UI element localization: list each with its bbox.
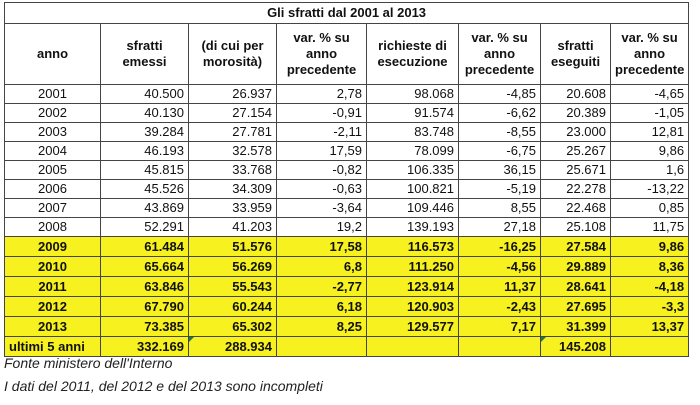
value-cell: 20.389 [541, 104, 611, 123]
header-cell: var. % su anno precedente [459, 24, 541, 85]
value-cell: -4,65 [611, 85, 689, 104]
value-cell: 46.193 [101, 142, 189, 161]
value-cell: 25.671 [541, 161, 611, 180]
value-cell: 27.781 [189, 123, 277, 142]
value-cell: 19,2 [277, 218, 367, 237]
value-cell: 9,86 [611, 142, 689, 161]
value-cell: 98.068 [367, 85, 459, 104]
value-cell: 11,37 [459, 277, 541, 297]
value-cell: 22.278 [541, 180, 611, 199]
table-row [5, 317, 689, 337]
year-cell: 2001 [5, 85, 101, 104]
value-cell: 39.284 [101, 123, 189, 142]
value-cell: 27.695 [541, 297, 611, 317]
value-cell: 139.193 [367, 218, 459, 237]
total-cell [459, 337, 541, 357]
value-cell: -0,82 [277, 161, 367, 180]
value-cell: -1,05 [611, 104, 689, 123]
value-cell: 40.500 [101, 85, 189, 104]
value-cell: 65.664 [101, 257, 189, 277]
year-cell: 2005 [5, 161, 101, 180]
table-row [5, 180, 689, 199]
value-cell: 56.269 [189, 257, 277, 277]
value-cell: 36,15 [459, 161, 541, 180]
total-cell: 288.934 [189, 337, 277, 357]
year-cell: 2003 [5, 123, 101, 142]
incomplete-data-note: I dati del 2011, del 2012 e del 2013 sono incompleti [4, 378, 323, 394]
value-cell: 83.748 [367, 123, 459, 142]
value-cell: 33.768 [189, 161, 277, 180]
value-cell: 123.914 [367, 277, 459, 297]
value-cell: 34.309 [189, 180, 277, 199]
year-cell: 2002 [5, 104, 101, 123]
value-cell: 2,78 [277, 85, 367, 104]
year-cell: 2006 [5, 180, 101, 199]
year-cell: 2009 [5, 237, 101, 257]
value-cell: 40.130 [101, 104, 189, 123]
year-cell: 2008 [5, 218, 101, 237]
value-cell: 63.846 [101, 277, 189, 297]
value-cell: -0,63 [277, 180, 367, 199]
value-cell: 51.576 [189, 237, 277, 257]
value-cell: 22.468 [541, 199, 611, 218]
value-cell: 27,18 [459, 218, 541, 237]
value-cell: -4,85 [459, 85, 541, 104]
header-cell: var. % su anno precedente [611, 24, 689, 85]
value-cell: 9,86 [611, 237, 689, 257]
value-cell: 120.903 [367, 297, 459, 317]
table-row [5, 277, 689, 297]
header-cell: richieste di esecuzione [367, 24, 459, 85]
value-cell: -16,25 [459, 237, 541, 257]
value-cell: 27.154 [189, 104, 277, 123]
value-cell: 17,59 [277, 142, 367, 161]
value-cell: 45.815 [101, 161, 189, 180]
value-cell: 1,6 [611, 161, 689, 180]
total-label: ultimi 5 anni [5, 337, 101, 357]
value-cell: -5,19 [459, 180, 541, 199]
table-title: Gli sfratti dal 2001 al 2013 [5, 3, 689, 24]
value-cell: 25.267 [541, 142, 611, 161]
value-cell: 6,18 [277, 297, 367, 317]
value-cell: 28.641 [541, 277, 611, 297]
value-cell: -3,64 [277, 199, 367, 218]
value-cell: 13,37 [611, 317, 689, 337]
evictions-table [4, 2, 689, 357]
value-cell: 65.302 [189, 317, 277, 337]
total-cell: 332.169 [101, 337, 189, 357]
value-cell: -2,11 [277, 123, 367, 142]
value-cell: 8,25 [277, 317, 367, 337]
total-cell: 145.208 [541, 337, 611, 357]
value-cell: -6,62 [459, 104, 541, 123]
header-row [5, 24, 689, 85]
footnotes [4, 352, 323, 398]
value-cell: 33.959 [189, 199, 277, 218]
value-cell: 12,81 [611, 123, 689, 142]
value-cell: 91.574 [367, 104, 459, 123]
year-cell: 2013 [5, 317, 101, 337]
value-cell: 26.937 [189, 85, 277, 104]
table-row [5, 161, 689, 180]
header-cell: sfratti emessi [101, 24, 189, 85]
value-cell: 6,8 [277, 257, 367, 277]
value-cell: -4,56 [459, 257, 541, 277]
value-cell: 52.291 [101, 218, 189, 237]
table-row [5, 85, 689, 104]
table-row [5, 297, 689, 317]
value-cell: 43.869 [101, 199, 189, 218]
year-cell: 2007 [5, 199, 101, 218]
value-cell: 31.399 [541, 317, 611, 337]
table-row [5, 237, 689, 257]
value-cell: -0,91 [277, 104, 367, 123]
value-cell: -13,22 [611, 180, 689, 199]
value-cell: 61.484 [101, 237, 189, 257]
table-row [5, 257, 689, 277]
value-cell: 27.584 [541, 237, 611, 257]
value-cell: 29.889 [541, 257, 611, 277]
table-row [5, 123, 689, 142]
value-cell: 8,36 [611, 257, 689, 277]
total-cell [367, 337, 459, 357]
table-row [5, 104, 689, 123]
header-cell: anno [5, 24, 101, 85]
header-cell: sfratti eseguiti [541, 24, 611, 85]
header-cell: (di cui per morosità) [189, 24, 277, 85]
value-cell: -6,75 [459, 142, 541, 161]
value-cell: -4,18 [611, 277, 689, 297]
value-cell: 67.790 [101, 297, 189, 317]
value-cell: 45.526 [101, 180, 189, 199]
value-cell: 11,75 [611, 218, 689, 237]
value-cell: 100.821 [367, 180, 459, 199]
value-cell: 78.099 [367, 142, 459, 161]
source-note: Fonte ministero dell'Interno [4, 355, 173, 371]
value-cell: 20.608 [541, 85, 611, 104]
value-cell: 73.385 [101, 317, 189, 337]
value-cell: 60.244 [189, 297, 277, 317]
year-cell: 2010 [5, 257, 101, 277]
year-cell: 2004 [5, 142, 101, 161]
table-row [5, 218, 689, 237]
value-cell: 106.335 [367, 161, 459, 180]
table-body [5, 85, 689, 357]
year-cell: 2011 [5, 277, 101, 297]
value-cell: -2,43 [459, 297, 541, 317]
value-cell: 55.543 [189, 277, 277, 297]
value-cell: -8,55 [459, 123, 541, 142]
value-cell: -2,77 [277, 277, 367, 297]
value-cell: 111.250 [367, 257, 459, 277]
value-cell: 23.000 [541, 123, 611, 142]
value-cell: 109.446 [367, 199, 459, 218]
value-cell: 129.577 [367, 317, 459, 337]
value-cell: 25.108 [541, 218, 611, 237]
value-cell: 0,85 [611, 199, 689, 218]
value-cell: 7,17 [459, 317, 541, 337]
value-cell: 116.573 [367, 237, 459, 257]
year-cell: 2012 [5, 297, 101, 317]
value-cell: -3,3 [611, 297, 689, 317]
value-cell: 17,58 [277, 237, 367, 257]
value-cell: 8,55 [459, 199, 541, 218]
table-row [5, 199, 689, 218]
table-row [5, 142, 689, 161]
value-cell: 32.578 [189, 142, 277, 161]
value-cell: 41.203 [189, 218, 277, 237]
header-cell: var. % su anno precedente [277, 24, 367, 85]
total-cell [611, 337, 689, 357]
